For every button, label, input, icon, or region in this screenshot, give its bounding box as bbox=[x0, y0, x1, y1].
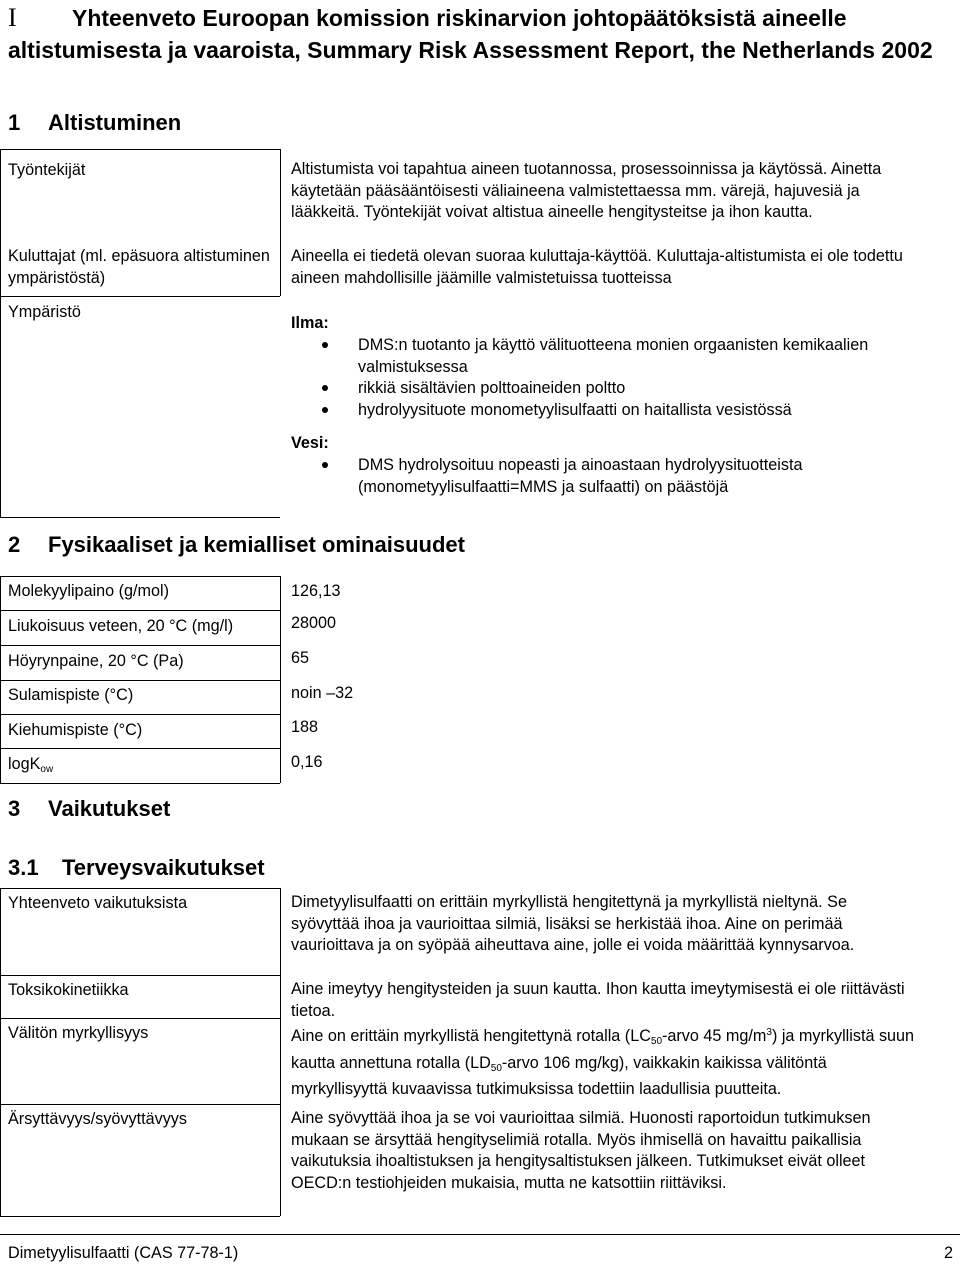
table1-bottom-border bbox=[0, 517, 280, 518]
table2-col-divider bbox=[280, 576, 281, 783]
irritation-text: Aine syövyttää ihoa ja se voi vaurioittaa silmiä. Huonosti raportoidun tutkimuksen mukaan se ärsyttää hengityselimiä rotalla. Myös ihmisellä on havaittu paikallisia vaikutuksia ihoaltistuksen ja hengitysaltistuksen jälkeen. Tutkimukset eivät olleet OECD:n testiohjeiden mukaisia, mutta ne katsottiin riittäviksi. bbox=[291, 1109, 871, 1192]
footer-rule bbox=[0, 1234, 960, 1235]
table3-line bbox=[0, 975, 280, 976]
logk-value: 0,16 bbox=[291, 753, 323, 771]
table1-col-divider bbox=[280, 149, 281, 296]
table2-line bbox=[0, 576, 280, 577]
property-label: Sulamispiste (°C) bbox=[8, 686, 134, 704]
table2-line bbox=[0, 748, 280, 749]
air-label: Ilma: bbox=[291, 314, 329, 332]
table1-top-border bbox=[0, 149, 280, 150]
table2-line bbox=[0, 610, 280, 611]
water-item: DMS hydrolysoituu nopeasti ja ainoastaan hydrolyysituotteista (monometyylisulfaatti=MMS ja sulfaatti) on päästöjä bbox=[358, 456, 803, 496]
summary-label: Yhteenveto vaikutuksista bbox=[8, 894, 188, 912]
section-3-heading: 3 Vaikutukset bbox=[8, 796, 171, 821]
page-number: 2 bbox=[944, 1244, 954, 1262]
section-3-1-heading: 3.1 Terveysvaikutukset bbox=[8, 855, 265, 880]
property-value: 28000 bbox=[291, 614, 337, 632]
property-label: Molekyylipaino (g/mol) bbox=[8, 582, 170, 600]
footer-document: Dimetyylisulfaatti (CAS 77-78-1) bbox=[8, 1244, 239, 1262]
title-number: I bbox=[8, 3, 17, 32]
logk-label: logK$_{ow}$ bbox=[8, 755, 54, 775]
section-1-heading: 1 Altistuminen bbox=[8, 110, 182, 135]
workers-label: Työntekijät bbox=[8, 161, 86, 179]
title-text: Yhteenveto Euroopan komission riskinarvion johtopäätöksistä aineelle altistumisesta ja vaaroista, Summary Risk Assessment Report, the Netherlands 2002 bbox=[8, 5, 933, 63]
property-value: 65 bbox=[291, 649, 310, 667]
property-label: Höyrynpaine, 20 °C (Pa) bbox=[8, 652, 184, 670]
table2-line bbox=[0, 714, 280, 715]
section-2-heading: 2 Fysikaaliset ja kemialliset ominaisuudet bbox=[8, 532, 465, 557]
table2-line bbox=[0, 645, 280, 646]
bullet-icon bbox=[322, 462, 328, 468]
property-label: Kiehumispiste (°C) bbox=[8, 721, 143, 739]
acute-toxicity-label: Välitön myrkyllisyys bbox=[8, 1024, 149, 1042]
consumers-label: Kuluttajat (ml. epäsuora altistuminen ympäristöstä) bbox=[8, 247, 270, 287]
property-label: Liukoisuus veteen, 20 °C (mg/l) bbox=[8, 617, 234, 635]
property-value: 126,13 bbox=[291, 582, 341, 600]
workers-text: Altistumista voi tapahtua aineen tuotannossa, prosessoinnissa ja käytössä. Ainetta käytetään pääsääntöisesti väliaineena valmistettaessa mm. värejä, hajuvesiä ja lääkkeitä. Työntekijät voivat altistua aineelle hengitysteitse ja ihon kautta. bbox=[291, 160, 882, 221]
bullet-icon bbox=[322, 342, 328, 348]
table2-line bbox=[0, 783, 280, 784]
toxicokinetics-text: Aine imeytyy hengitysteiden ja suun kautta. Ihon kautta imeytymisestä ei ole riittävästi tietoa. bbox=[291, 980, 905, 1020]
table3-line bbox=[0, 1104, 280, 1105]
table3-col-divider bbox=[280, 888, 281, 1216]
consumers-text: Aineella ei tiedetä olevan suoraa kuluttaja-käyttöä. Kuluttaja-altistumista ei ole todettu aineen mahdollisille jäämille valmistetuissa tuotteissa bbox=[291, 247, 903, 287]
table3-line bbox=[0, 1216, 280, 1217]
table1-left-border bbox=[0, 149, 1, 517]
bullet-icon bbox=[322, 385, 328, 391]
property-value: 188 bbox=[291, 718, 319, 736]
irritation-label: Ärsyttävyys/syövyttävyys bbox=[8, 1110, 187, 1128]
table1-row-divider bbox=[0, 296, 280, 297]
property-value: noin –32 bbox=[291, 684, 354, 702]
acute-toxicity-text: Aine on erittäin myrkyllistä hengitettynä rotalla ($LC_{50}$-arvo 45 $mg/m^3$) ja myrkyllistä suun kautta annettuna rotalla ($LD_{50}$-arvo 106 mg/kg), vaikkakin kaikissa välitöntä myrkyllisyyttä kuvaavissa tutkimuksissa todettiin laadullisia puutteita. bbox=[291, 1027, 915, 1098]
air-item: DMS:n tuotanto ja käyttö välituotteena monien orgaanisten kemikaalien valmistuksessa bbox=[358, 336, 869, 376]
table3-left-border bbox=[0, 888, 1, 1216]
toxicokinetics-label: Toksikokinetiikka bbox=[8, 981, 129, 999]
air-item: hydrolyysituote monometyylisulfaatti on haitallista vesistössä bbox=[358, 401, 792, 419]
summary-text: Dimetyylisulfaatti on erittäin myrkyllistä hengitettynä ja myrkyllistä nieltynä. Se syövyttää ihoa ja vaurioittaa silmiä, lisäksi se herkistää ihoa. Aine on perimää vaurioittava ja on syöpää aiheuttava aine, jolle ei voida määrittää kynnysarvoa. bbox=[291, 893, 855, 954]
environment-label: Ympäristö bbox=[8, 303, 81, 321]
table3-line bbox=[0, 888, 280, 889]
water-label: Vesi: bbox=[291, 434, 329, 452]
bullet-icon bbox=[322, 407, 328, 413]
table3-line bbox=[0, 1018, 280, 1019]
table2-line bbox=[0, 680, 280, 681]
air-item: rikkiä sisältävien polttoaineiden poltto bbox=[358, 379, 626, 397]
document-title bbox=[8, 2, 953, 66]
